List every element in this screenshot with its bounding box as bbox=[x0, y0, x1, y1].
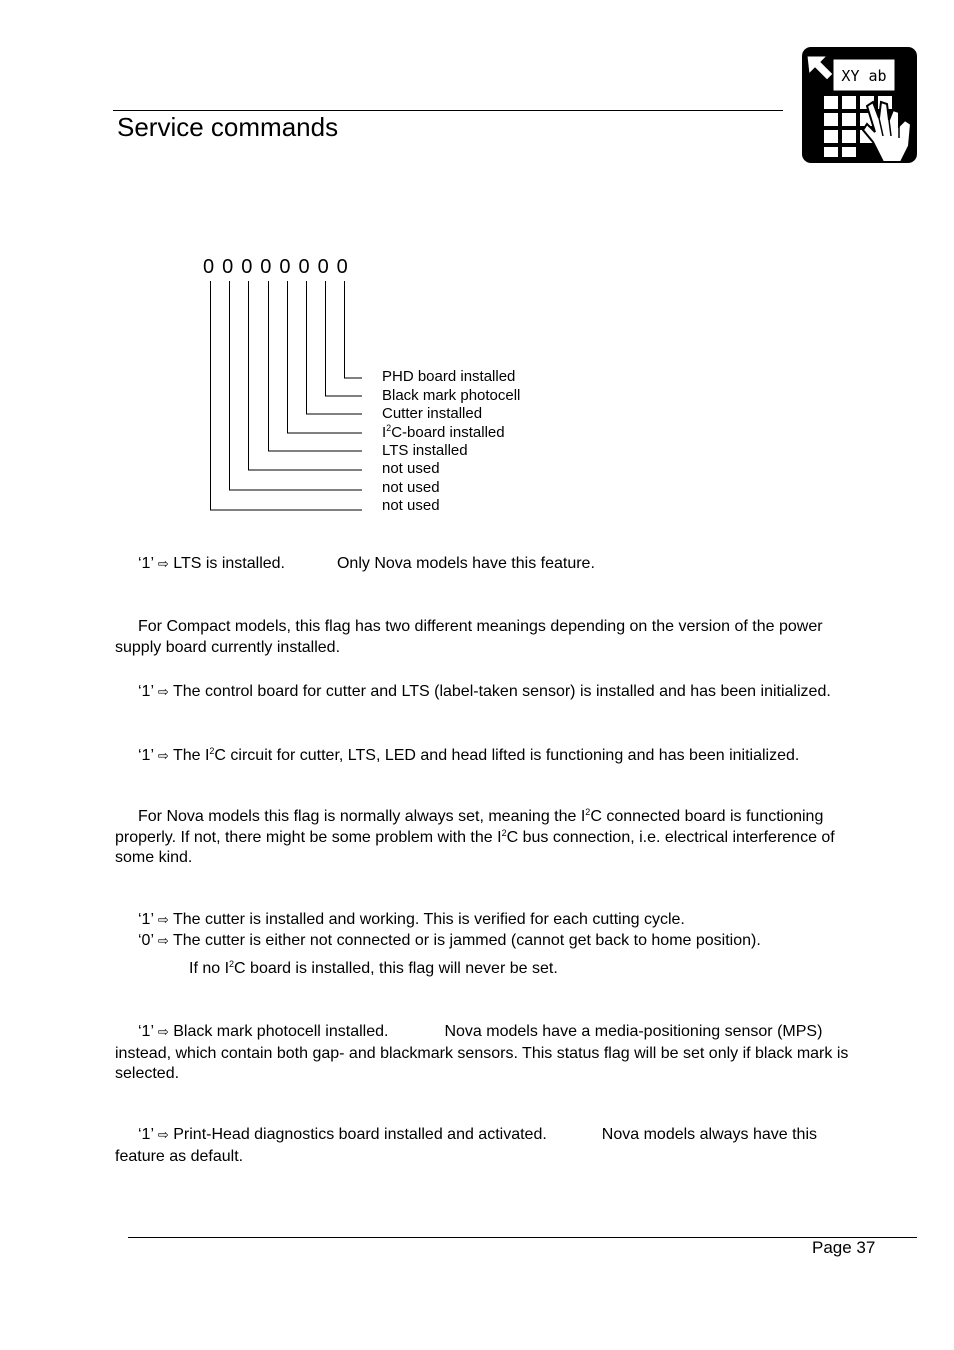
bit-5: 0 bbox=[241, 256, 253, 278]
bit-0: 0 bbox=[336, 256, 348, 278]
logo-text: XY ab bbox=[841, 67, 887, 85]
leader-line-bit3 bbox=[288, 281, 363, 433]
arrow-icon: ⇨ bbox=[157, 1128, 169, 1143]
label-cutter: Cutter installed bbox=[382, 405, 483, 422]
arrow-icon: ⇨ bbox=[157, 557, 169, 572]
bit-3: 0 bbox=[279, 256, 291, 278]
bit-2: 0 bbox=[298, 256, 310, 278]
label-not-used-5: not used bbox=[382, 460, 440, 477]
black-mark-paragraph: ‘1’ ⇨ Black mark photocell installed. Nova models have a media-positioning sensor (MPS) instead, which contain both gap- and blackmark sensors. This status flag will be set only if black mark is selected. bbox=[115, 1023, 849, 1082]
label-not-used-7: not used bbox=[382, 497, 440, 514]
control-board-paragraph: ‘1’ ⇨ The control board for cutter and LTS (label-taken sensor) is installed and has been initialized. bbox=[138, 683, 831, 700]
bit-6: 0 bbox=[222, 256, 234, 278]
phd-paragraph: ‘1’ ⇨ Print-Head diagnostics board installed and activated. Nova models always have this feature as default. bbox=[115, 1126, 818, 1165]
arrow-icon: ⇨ bbox=[157, 685, 169, 700]
leader-line-bit1 bbox=[326, 281, 363, 396]
label-i2c-board: $I^2C$-board installed bbox=[382, 423, 505, 441]
bit-4: 0 bbox=[260, 256, 272, 278]
cutter-jammed-line: ‘0’ ⇨ The cutter is either not connected or is jammed (cannot get back to home position). bbox=[138, 932, 761, 949]
cutter-note: If no $I^2C$ board is installed, this flag will never be set. bbox=[189, 959, 558, 977]
leader-line-bit2 bbox=[307, 281, 363, 414]
compact-paragraph: For Compact models, this flag has two different meanings depending on the version of the power supply board currently installed. bbox=[115, 618, 823, 656]
leader-line-bit0 bbox=[345, 281, 363, 378]
leader-line-bit6 bbox=[230, 281, 363, 490]
arrow-icon: ⇨ bbox=[157, 913, 169, 928]
arrow-icon: ⇨ bbox=[157, 749, 169, 764]
bit-1: 0 bbox=[317, 256, 329, 278]
label-phd-board: PHD board installed bbox=[382, 368, 516, 385]
label-black-mark: Black mark photocell bbox=[382, 387, 521, 404]
nova-i2c-paragraph: For Nova models this flag is normally always set, meaning the $I^2C$ connected board is functioning properly. If not, there might be some problem with the $I^2C$ bus connection, i.e. electrical interference of some kind. bbox=[115, 807, 835, 866]
leader-line-bit4 bbox=[269, 281, 363, 451]
bit-7: 0 bbox=[203, 256, 215, 278]
label-not-used-6: not used bbox=[382, 479, 440, 496]
cutter-working-line: ‘1’ ⇨ The cutter is installed and working. This is verified for each cutting cycle. bbox=[138, 911, 685, 928]
lts-paragraph: ‘1’ ⇨ LTS is installed. Only Nova models have this feature. bbox=[138, 555, 595, 572]
i2c-paragraph: ‘1’ ⇨ The $I^2C$ circuit for cutter, LTS, LED and head lifted is functioning and has been initialized. bbox=[138, 746, 800, 764]
page-number: Page 37 bbox=[812, 1238, 876, 1257]
page-title: Service commands bbox=[117, 112, 339, 142]
label-lts: LTS installed bbox=[382, 442, 468, 459]
arrow-icon: ⇨ bbox=[157, 1025, 169, 1040]
arrow-icon: ⇨ bbox=[157, 934, 169, 949]
footer-rule bbox=[128, 1237, 917, 1238]
